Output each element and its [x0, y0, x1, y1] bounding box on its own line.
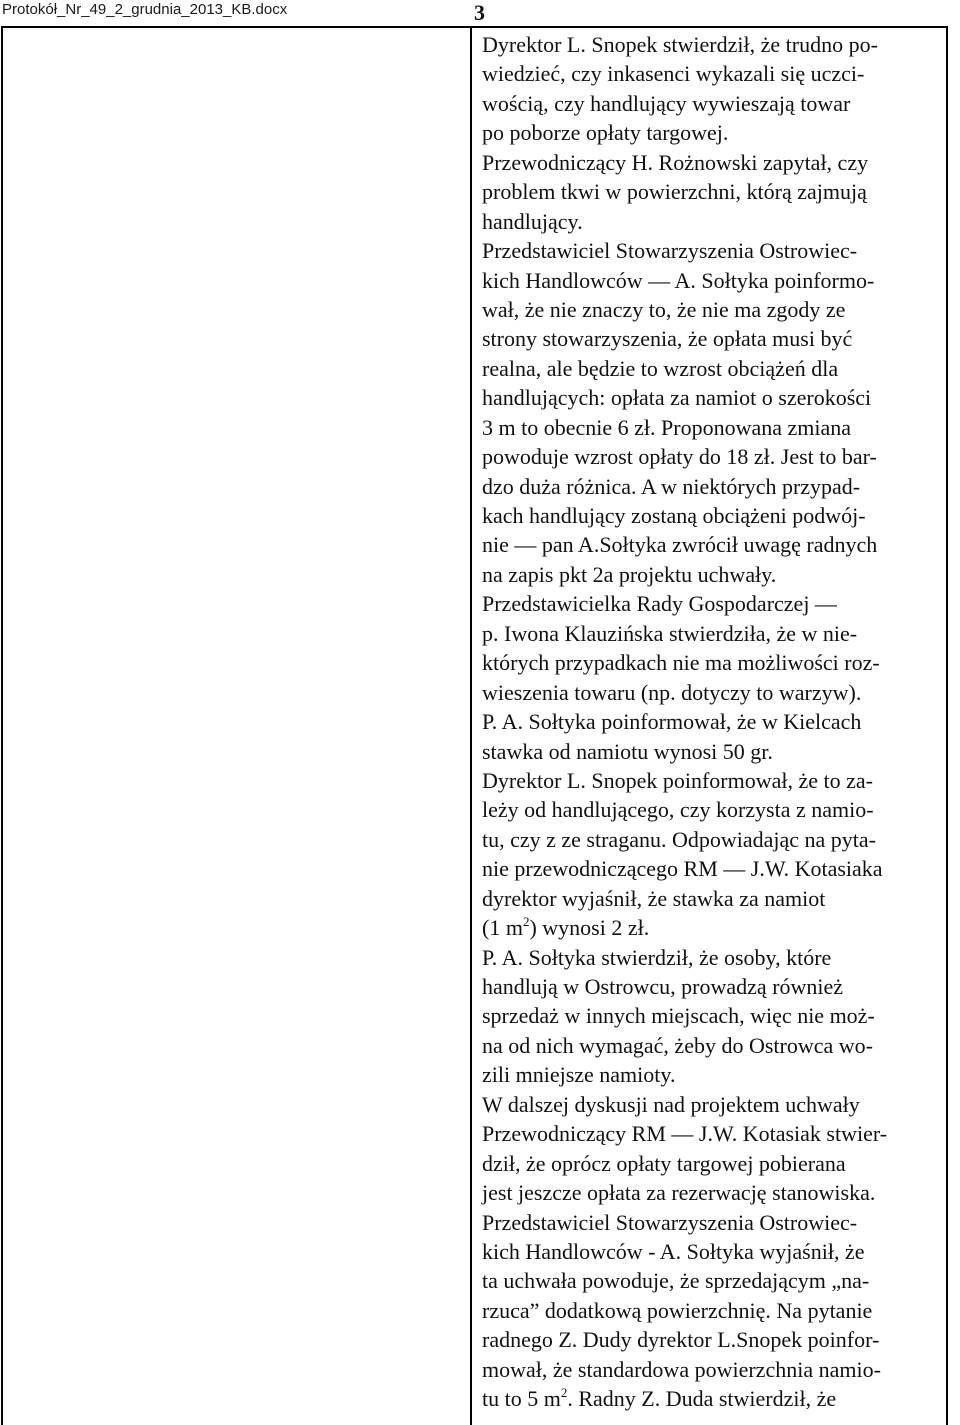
text-line: stawka od namiotu wynosi 50 gr.: [482, 738, 773, 764]
text-line: po poborze opłaty targowej.: [482, 120, 729, 146]
text-line: (1 $m^2$) wynosi 2 zł.: [482, 914, 650, 941]
text-line: wiedzieć, czy inkasenci wykazali się uczci-: [482, 61, 865, 87]
text-line: leży od handlującego, czy korzysta z namio-: [482, 797, 874, 823]
text-line: wością, czy handlujący wywieszają towar: [482, 90, 851, 116]
text-line: mował, że standardowa powierzchnia namio-: [482, 1356, 881, 1382]
text-line: nie przewodniczącego RM — J.W. Kotasiaka: [482, 856, 883, 882]
text-line: Dyrektor L. Snopek poinformował, że to za-: [482, 767, 873, 793]
table-left-border: [1, 26, 3, 1425]
text-line: na od nich wymagać, żeby do Ostrowca wo-: [482, 1032, 873, 1058]
text-line: Przedstawicielka Rady Gospodarczej —: [482, 591, 837, 617]
text-line: Przedstawiciel Stowarzyszenia Ostrowiec-: [482, 238, 858, 264]
text-line: dził, że oprócz opłaty targowej pobierana: [482, 1150, 846, 1176]
text-line: Przewodniczący H. Rożnowski zapytał, czy: [482, 149, 869, 175]
text-line: których przypadkach nie ma możliwości roz-: [482, 650, 880, 676]
text-line: tu, czy z ze straganu. Odpowiadając na pyta-: [482, 826, 876, 852]
text-line: sprzedaż w innych miejscach, więc nie moż-: [482, 1003, 875, 1029]
text-line: jest jeszcze opłata za rezerwację stanowiska.: [482, 1180, 876, 1206]
page-number: 3: [474, 0, 485, 25]
text-line: P. A. Sołtyka stwierdził, że osoby, które: [482, 944, 832, 970]
text-line: dyrektor wyjaśnił, że stawka za namiot: [482, 885, 826, 911]
text-line: dzo duża różnica. A w niektórych przypad-: [482, 473, 861, 499]
text-line: realna, ale będzie to wzrost obciążeń dla: [482, 355, 839, 381]
table-right-border: [946, 26, 948, 1425]
text-line: handlujących: opłata za namiot o szerokości: [482, 385, 872, 411]
text-line: rzuca” dodatkową powierzchnię. Na pytanie: [482, 1297, 873, 1323]
text-line: radnego Z. Dudy dyrektor L.Snopek poinfor-: [482, 1327, 880, 1353]
superscript: 2: [560, 1385, 568, 1401]
text-line: kich Handlowców — A. Sołtyka poinformo-: [482, 267, 875, 293]
text-line: strony stowarzyszenia, że opłata musi być: [482, 326, 853, 352]
text-line: wieszenia towaru (np. dotyczy to warzyw).: [482, 679, 862, 705]
text-line: 3 m to obecnie 6 zł. Proponowana zmiana: [482, 414, 852, 440]
text-line: kich Handlowców - A. Sołtyka wyjaśnił, że: [482, 1238, 865, 1264]
text-line: powoduje wzrost opłaty do 18 zł. Jest to bar-: [482, 444, 877, 470]
text-line: handlujący.: [482, 208, 583, 234]
text-line: p. Iwona Klauzińska stwierdziła, że w nie-: [482, 620, 858, 646]
table-top-border: [1, 26, 948, 28]
text-line: nie — pan A.Sołtyka zwrócił uwagę radnych: [482, 532, 878, 558]
text-line: wał, że nie znaczy to, że nie ma zgody ze: [482, 296, 846, 322]
text-line: kach handlujący zostaną obciążeni podwój-: [482, 503, 866, 528]
text-line: zili mniejsze namioty.: [482, 1062, 676, 1088]
text-line: W dalszej dyskusji nad projektem uchwały: [482, 1091, 860, 1117]
text-line: problem tkwi w powierzchni, którą zajmują: [482, 179, 867, 205]
text-line: ta uchwała powoduje, że sprzedającym „na-: [482, 1268, 870, 1294]
superscript: 2: [522, 914, 530, 930]
text-line: na zapis pkt 2a projektu uchwały.: [482, 561, 777, 587]
protocol-text-column: [482, 30, 944, 1414]
table-column-divider: [470, 26, 472, 1425]
text-line: handlują w Ostrowcu, prowadzą również: [482, 974, 844, 999]
text-line: Przewodniczący RM — J.W. Kotasiak stwier-: [482, 1121, 888, 1147]
document-filename: Protokół_Nr_49_2_grudnia_2013_KB.docx: [2, 1, 288, 18]
text-line: Przedstawiciel Stowarzyszenia Ostrowiec-: [482, 1209, 858, 1235]
text-line: tu to 5 $m^2$. Radny Z. Duda stwierdził, że: [482, 1385, 837, 1412]
text-line: Dyrektor L. Snopek stwierdził, że trudno po-: [482, 32, 878, 57]
text-line: P. A. Sołtyka poinformował, że w Kielcach: [482, 709, 862, 735]
